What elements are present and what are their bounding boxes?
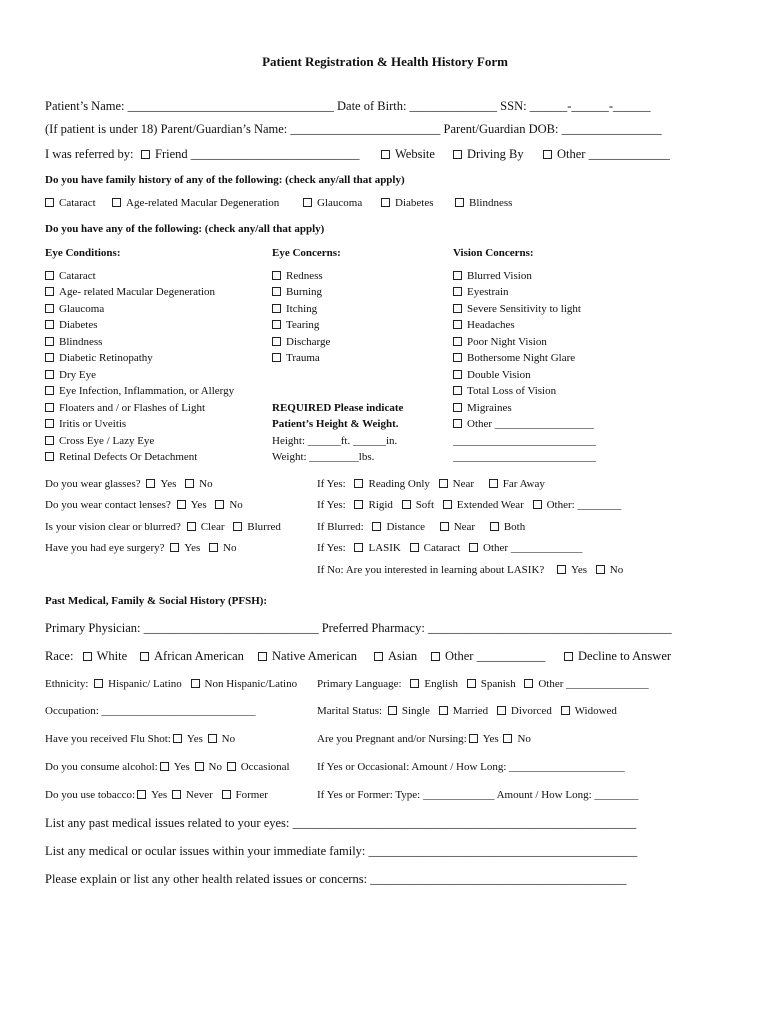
soft-checkbox[interactable] [402, 500, 411, 509]
checkbox[interactable] [45, 370, 54, 379]
vision-concern-item[interactable]: Migraines [453, 401, 512, 415]
pfsh-heading: Past Medical, Family & Social History (PFSH): [45, 595, 268, 607]
vision-concern-item[interactable]: Eyestrain [453, 285, 509, 299]
tobacco-type-field[interactable]: If Yes or Former: Type: _____________ Amount / How Long: ________ [317, 789, 639, 801]
contacts-no-checkbox[interactable] [215, 500, 224, 509]
referred-driving-by-option[interactable]: Driving By [453, 147, 524, 161]
height-field[interactable]: Height: ______ft. ______in. [272, 435, 398, 447]
flu-no-checkbox[interactable] [208, 734, 217, 743]
checkbox[interactable] [45, 287, 54, 296]
checkbox[interactable] [272, 320, 281, 329]
family-history-item[interactable]: Blindness [455, 196, 512, 210]
pregnant-no-checkbox[interactable] [503, 734, 512, 743]
glasses-question: Do you wear glasses? Yes No [45, 478, 213, 490]
marital-status-row: Marital Status: Single Married Divorced Widowed [317, 705, 617, 717]
alcohol-yes-checkbox[interactable] [160, 762, 169, 771]
eye-concern-item[interactable]: Tearing [272, 318, 319, 332]
vision-blank-line[interactable]: __________________________ [453, 435, 596, 447]
eye-concern-item[interactable]: Discharge [272, 335, 330, 349]
vision-concern-item[interactable]: Severe Sensitivity to light [453, 302, 581, 316]
lasik-interest-question: If No: Are you interested in learning about LASIK? Yes No [317, 564, 624, 576]
lasik-interest-no-checkbox[interactable] [596, 565, 605, 574]
far-away-checkbox[interactable] [489, 479, 498, 488]
checkbox[interactable] [453, 271, 462, 280]
conditions-heading: Do you have any of the following: (check any/all that apply) [45, 223, 325, 235]
eye-condition-item[interactable]: Blindness [45, 335, 102, 349]
checkbox[interactable] [453, 287, 462, 296]
race-row: Race: White [45, 649, 128, 663]
eye-condition-item[interactable]: Glaucoma [45, 302, 104, 316]
eye-condition-item[interactable]: Cataract [45, 269, 96, 283]
contacts-followup: If Yes: Rigid Soft Extended Wear Other: ________ [317, 499, 622, 511]
checkbox[interactable] [272, 337, 281, 346]
other-issues-field[interactable]: Please explain or list any other health related issues or concerns: _________________________________________ [45, 872, 627, 886]
pregnant-row: Are you Pregnant and/or Nursing: Yes No [317, 733, 531, 745]
eye-condition-item[interactable]: Diabetic Retinopathy [45, 351, 153, 365]
alcohol-no-checkbox[interactable] [195, 762, 204, 771]
family-history-heading: Do you have family history of any of the following: (check any/all that apply) [45, 174, 405, 186]
race-option[interactable]: Decline to Answer [564, 649, 671, 663]
checkbox[interactable] [272, 304, 281, 313]
checkbox[interactable] [453, 370, 462, 379]
language-row: Primary Language: English Spanish Other _______________ [317, 678, 649, 690]
alcohol-row: Do you consume alcohol: Yes No Occasional [45, 761, 290, 773]
vision-concern-item[interactable]: Headaches [453, 318, 515, 332]
family-history-item[interactable]: Cataract [45, 196, 96, 210]
checkbox[interactable] [45, 337, 54, 346]
referred-friend-option[interactable]: Friend ___________________________ [141, 147, 360, 161]
glasses-followup: If Yes: Reading Only Near Far Away [317, 478, 545, 490]
friend-checkbox[interactable] [141, 150, 150, 159]
checkbox[interactable] [381, 198, 390, 207]
family-issues-field[interactable]: List any medical or ocular issues within your immediate family: ___________________________________________ [45, 844, 638, 858]
family-history-item[interactable]: Age-related Macular Degeneration [112, 196, 279, 210]
driving-by-checkbox[interactable] [453, 150, 462, 159]
race-decline-checkbox[interactable] [564, 652, 573, 661]
single-checkbox[interactable] [388, 706, 397, 715]
alcohol-occasional-checkbox[interactable] [227, 762, 236, 771]
reading-only-checkbox[interactable] [354, 479, 363, 488]
eye-concerns-title: Eye Concerns: [272, 247, 341, 259]
checkbox[interactable] [272, 287, 281, 296]
page-title: Patient Registration & Health History Form [262, 54, 508, 69]
surgery-followup: If Yes: LASIK Cataract Other _____________ [317, 542, 583, 554]
contacts-yes-checkbox[interactable] [177, 500, 186, 509]
widowed-checkbox[interactable] [561, 706, 570, 715]
checkbox[interactable] [455, 198, 464, 207]
vision-concern-item[interactable]: Poor Night Vision [453, 335, 547, 349]
tobacco-former-checkbox[interactable] [222, 790, 231, 799]
vision-concern-item[interactable]: Other __________________ [453, 417, 594, 431]
surgery-no-checkbox[interactable] [209, 543, 218, 552]
checkbox[interactable] [45, 403, 54, 412]
eye-concern-item[interactable]: Trauma [272, 351, 320, 365]
english-checkbox[interactable] [410, 679, 419, 688]
both-checkbox[interactable] [490, 522, 499, 531]
eye-conditions-title: Eye Conditions: [45, 247, 121, 259]
lasik-checkbox[interactable] [354, 543, 363, 552]
surgery-question: Have you had eye surgery? Yes No [45, 542, 237, 554]
contacts-other-checkbox[interactable] [533, 500, 542, 509]
checkbox[interactable] [45, 271, 54, 280]
eye-condition-item[interactable]: Diabetes [45, 318, 97, 332]
checkbox[interactable] [453, 403, 462, 412]
checkbox[interactable] [45, 353, 54, 362]
eye-concern-item[interactable]: Burning [272, 285, 322, 299]
race-native-american-checkbox[interactable] [258, 652, 267, 661]
race-option[interactable]: Native American [258, 649, 357, 663]
flu-yes-checkbox[interactable] [173, 734, 182, 743]
clear-checkbox[interactable] [187, 522, 196, 531]
required-note-line2: Patient’s Height & Weight. [272, 418, 399, 430]
checkbox[interactable] [45, 198, 54, 207]
race-asian-checkbox[interactable] [374, 652, 383, 661]
checkbox[interactable] [112, 198, 121, 207]
required-note-line1: REQUIRED Please indicate [272, 402, 404, 414]
guardian-line[interactable]: (If patient is under 18) Parent/Guardian’s Name: ________________________ Parent/Guardian DOB: ________________ [45, 122, 662, 136]
pregnant-yes-checkbox[interactable] [469, 734, 478, 743]
ethnicity-row: Ethnicity: Hispanic/ Latino Non Hispanic/Latino [45, 678, 298, 690]
contacts-question: Do you wear contact lenses? Yes No [45, 499, 243, 511]
spanish-checkbox[interactable] [467, 679, 476, 688]
referred-by-label: I was referred by: [45, 147, 134, 161]
checkbox[interactable] [45, 419, 54, 428]
blurred-followup: If Blurred: Distance Near Both [317, 521, 526, 533]
checkbox[interactable] [453, 386, 462, 395]
checkbox[interactable] [45, 386, 54, 395]
checkbox[interactable] [453, 320, 462, 329]
non-hispanic-checkbox[interactable] [191, 679, 200, 688]
glasses-no-checkbox[interactable] [185, 479, 194, 488]
race-option[interactable]: African American [140, 649, 244, 663]
vision-concerns-title: Vision Concerns: [453, 247, 534, 259]
hispanic-checkbox[interactable] [94, 679, 103, 688]
eye-condition-item[interactable]: Age- related Macular Degeneration [45, 285, 215, 299]
eye-condition-item[interactable]: Cross Eye / Lazy Eye [45, 434, 154, 448]
rigid-checkbox[interactable] [354, 500, 363, 509]
website-checkbox[interactable] [381, 150, 390, 159]
occupation-field[interactable]: Occupation: ____________________________ [45, 705, 256, 717]
eye-condition-item[interactable]: Floaters and / or Flashes of Light [45, 401, 205, 415]
alcohol-amount-field[interactable]: If Yes or Occasional: Amount / How Long: _____________________ [317, 761, 625, 773]
vision-concern-item[interactable]: Bothersome Night Glare [453, 351, 575, 365]
checkbox[interactable] [45, 436, 54, 445]
divorced-checkbox[interactable] [497, 706, 506, 715]
vision-concern-item[interactable]: Total Loss of Vision [453, 384, 556, 398]
clear-blurred-question: Is your vision clear or blurred? Clear Blurred [45, 521, 281, 533]
physician-pharmacy-line[interactable]: Primary Physician: ____________________________ Preferred Pharmacy: _______________________________________ [45, 621, 672, 635]
checkbox[interactable] [453, 419, 462, 428]
patient-name-dob-ssn-line[interactable]: Patient’s Name: _________________________________ Date of Birth: ______________ SSN: ______-______-______ [45, 99, 651, 113]
vision-concern-item[interactable]: Double Vision [453, 368, 531, 382]
checkbox[interactable] [45, 304, 54, 313]
family-history-item[interactable]: Diabetes [381, 196, 433, 210]
eye-concern-item[interactable]: Itching [272, 302, 317, 316]
eye-condition-item[interactable]: Eye Infection, Inflammation, or Allergy [45, 384, 234, 398]
distance-checkbox[interactable] [372, 522, 381, 531]
cataract-surgery-checkbox[interactable] [410, 543, 419, 552]
eye-condition-item[interactable]: Retinal Defects Or Detachment [45, 450, 197, 464]
checkbox[interactable] [453, 304, 462, 313]
checkbox[interactable] [272, 353, 281, 362]
race-african-american-checkbox[interactable] [140, 652, 149, 661]
tobacco-never-checkbox[interactable] [172, 790, 181, 799]
eye-condition-item[interactable]: Dry Eye [45, 368, 96, 382]
surgery-other-checkbox[interactable] [469, 543, 478, 552]
checkbox[interactable] [45, 452, 54, 461]
race-option[interactable]: Asian [374, 649, 417, 663]
race-other-checkbox[interactable] [431, 652, 440, 661]
eye-concern-item[interactable]: Redness [272, 269, 323, 283]
vision-concern-item[interactable]: Blurred Vision [453, 269, 532, 283]
referred-other-option[interactable]: Other _____________ [543, 147, 670, 161]
weight-field[interactable]: Weight: _________lbs. [272, 451, 375, 463]
flu-shot-row: Have you received Flu Shot: Yes No [45, 733, 236, 745]
married-checkbox[interactable] [439, 706, 448, 715]
near-checkbox[interactable] [439, 479, 448, 488]
referred-website-option[interactable]: Website [381, 147, 435, 161]
other-checkbox[interactable] [543, 150, 552, 159]
family-history-item[interactable]: Glaucoma [303, 196, 362, 210]
tobacco-row: Do you use tobacco: Yes Never Former [45, 789, 268, 801]
checkbox[interactable] [453, 337, 462, 346]
lasik-interest-yes-checkbox[interactable] [557, 565, 566, 574]
checkbox[interactable] [303, 198, 312, 207]
extended-wear-checkbox[interactable] [443, 500, 452, 509]
blurred-checkbox[interactable] [233, 522, 242, 531]
checkbox[interactable] [453, 353, 462, 362]
blur-near-checkbox[interactable] [440, 522, 449, 531]
past-eye-issues-field[interactable]: List any past medical issues related to your eyes: _______________________________________________________ [45, 816, 637, 830]
tobacco-yes-checkbox[interactable] [137, 790, 146, 799]
language-other-checkbox[interactable] [524, 679, 533, 688]
glasses-yes-checkbox[interactable] [146, 479, 155, 488]
checkbox[interactable] [272, 271, 281, 280]
eye-condition-item[interactable]: Iritis or Uveitis [45, 417, 126, 431]
race-white-checkbox[interactable] [83, 652, 92, 661]
race-option[interactable]: Other ___________ [431, 649, 545, 663]
surgery-yes-checkbox[interactable] [170, 543, 179, 552]
checkbox[interactable] [45, 320, 54, 329]
vision-blank-line[interactable]: __________________________ [453, 451, 596, 463]
